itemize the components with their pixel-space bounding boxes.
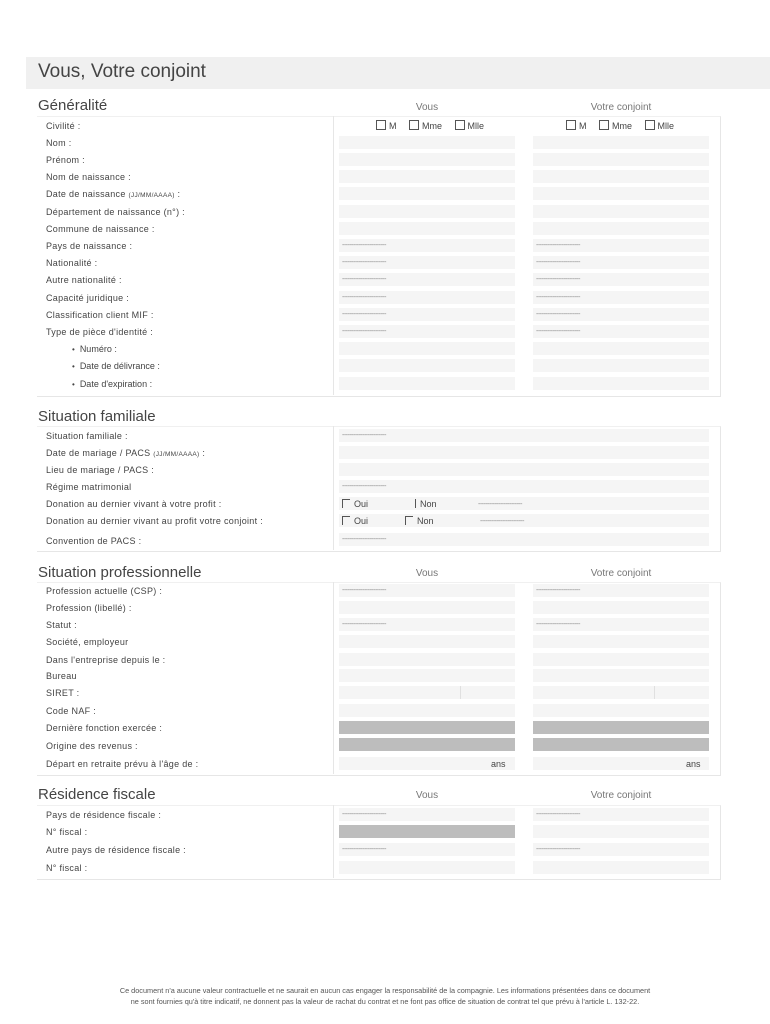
civilite-conjoint-m[interactable] bbox=[566, 121, 587, 131]
label-autre-pays-residence: Autre pays de résidence fiscale : bbox=[46, 845, 186, 855]
field-commune-conjoint[interactable] bbox=[533, 222, 709, 235]
field-depuis-vous[interactable] bbox=[339, 653, 515, 666]
label-civilite: Civilité : bbox=[46, 121, 81, 131]
checkbox-icon[interactable] bbox=[342, 516, 350, 525]
label-capacite: Capacité juridique : bbox=[46, 293, 130, 303]
label-convention-pacs: Convention de PACS : bbox=[46, 536, 142, 546]
checkbox-icon[interactable] bbox=[376, 120, 386, 130]
select-type-piece-vous[interactable] bbox=[339, 325, 515, 338]
select-profession-csp-vous[interactable] bbox=[339, 584, 515, 597]
select-placeholder: ------------------------ bbox=[342, 483, 386, 490]
select-placeholder: ------------------------ bbox=[342, 294, 386, 301]
select-situation-familiale[interactable] bbox=[339, 429, 709, 442]
civilite-vous-group bbox=[376, 120, 494, 131]
section-title-generalite: Généralité bbox=[38, 97, 108, 114]
column-header-conjoint: Votre conjoint bbox=[590, 102, 652, 113]
field-num-fiscal-vous bbox=[339, 825, 515, 838]
field-date-mariage[interactable] bbox=[339, 446, 709, 459]
field-naf-conjoint[interactable] bbox=[533, 704, 709, 717]
field-date-expiration-conjoint[interactable] bbox=[533, 377, 709, 390]
label-donation-vous: Donation au dernier vivant à votre profit : bbox=[46, 499, 222, 509]
field-societe-vous[interactable] bbox=[339, 635, 515, 648]
field-bureau-vous[interactable] bbox=[339, 669, 515, 682]
field-date-delivrance-vous[interactable] bbox=[339, 359, 515, 372]
label-date-mariage bbox=[46, 448, 205, 458]
select-type-piece-conjoint[interactable] bbox=[533, 325, 709, 338]
label-num-fiscal-2: N° fiscal : bbox=[46, 863, 88, 873]
select-statut-vous[interactable] bbox=[339, 618, 515, 631]
label-lieu-mariage: Lieu de mariage / PACS : bbox=[46, 465, 155, 475]
field-numero-conjoint[interactable] bbox=[533, 342, 709, 355]
label-num-fiscal: N° fiscal : bbox=[46, 827, 88, 837]
select-statut-conjoint[interactable] bbox=[533, 618, 709, 631]
checkbox-icon[interactable] bbox=[645, 120, 655, 130]
select-convention-pacs[interactable] bbox=[339, 533, 709, 546]
option-label: Mlle bbox=[467, 121, 485, 131]
label-profession-csp: Profession actuelle (CSP) : bbox=[46, 586, 163, 596]
civilite-vous-m[interactable] bbox=[376, 121, 397, 131]
label-societe: Société, employeur bbox=[46, 637, 129, 647]
select-placeholder: ------------------------ bbox=[342, 811, 386, 818]
label-text: Date de naissance bbox=[46, 189, 126, 199]
section-title-professionnelle: Situation professionnelle bbox=[38, 564, 202, 581]
select-pays-residence-conjoint[interactable] bbox=[533, 808, 709, 821]
select-placeholder: ------------------------ bbox=[536, 294, 580, 301]
donation-conjoint-non[interactable] bbox=[405, 516, 434, 526]
unit-ans-conjoint: ans bbox=[686, 759, 701, 769]
civilite-conjoint-group bbox=[566, 120, 684, 131]
field-nom-naissance-conjoint[interactable] bbox=[533, 170, 709, 183]
select-placeholder: ------------------------ bbox=[342, 536, 386, 543]
field-societe-conjoint[interactable] bbox=[533, 635, 709, 648]
field-date-expiration-vous[interactable] bbox=[339, 377, 515, 390]
label-situation-familiale: Situation familiale : bbox=[46, 431, 128, 441]
field-siret-conjoint[interactable] bbox=[533, 686, 709, 699]
label-depuis: Dans l'entreprise depuis le : bbox=[46, 655, 166, 665]
select-placeholder: ------------------------ bbox=[536, 242, 580, 249]
checkbox-icon[interactable] bbox=[599, 120, 609, 130]
field-num-fiscal-conjoint[interactable] bbox=[533, 825, 709, 838]
select-placeholder: ------------------------ bbox=[536, 328, 580, 335]
field-departement-vous[interactable] bbox=[339, 205, 515, 218]
donation-vous-row bbox=[339, 497, 709, 510]
label-nom-naissance: Nom de naissance : bbox=[46, 172, 131, 182]
column-header-vous: Vous bbox=[415, 790, 439, 801]
select-placeholder: ------------------------ bbox=[342, 328, 386, 335]
field-origine-revenus-conjoint bbox=[533, 738, 709, 751]
option-label: Mme bbox=[422, 121, 443, 131]
field-depuis-conjoint[interactable] bbox=[533, 653, 709, 666]
donation-conjoint-oui[interactable] bbox=[342, 516, 368, 526]
familiale-divider bbox=[333, 426, 334, 550]
select-nationalite-conjoint[interactable] bbox=[533, 256, 709, 269]
label-date-expiration: • Date d'expiration : bbox=[72, 379, 152, 389]
select-placeholder: ------------------------ bbox=[536, 259, 580, 266]
civilite-conjoint-mlle[interactable] bbox=[645, 121, 675, 131]
donation-conjoint-select[interactable]: ------------------------ bbox=[480, 518, 524, 525]
select-placeholder: ------------------------ bbox=[342, 242, 386, 249]
select-capacite-conjoint[interactable] bbox=[533, 291, 709, 304]
select-profession-csp-conjoint[interactable] bbox=[533, 584, 709, 597]
donation-conjoint-row bbox=[339, 514, 709, 527]
checkbox-icon[interactable] bbox=[415, 499, 416, 508]
select-pays-residence-vous[interactable] bbox=[339, 808, 515, 821]
select-placeholder: ------------------------ bbox=[536, 311, 580, 318]
field-date-naissance-conjoint[interactable] bbox=[533, 187, 709, 200]
donation-vous-oui[interactable] bbox=[342, 499, 368, 509]
label-departement: Département de naissance (n°) : bbox=[46, 207, 185, 217]
column-header-conjoint: Votre conjoint bbox=[590, 568, 652, 579]
field-naf-vous[interactable] bbox=[339, 704, 515, 717]
label-bureau: Bureau bbox=[46, 671, 77, 681]
field-derniere-fonction-vous bbox=[339, 721, 515, 734]
civilite-vous-mme[interactable] bbox=[409, 121, 442, 131]
label-pays-naissance: Pays de naissance : bbox=[46, 241, 133, 251]
siret-separator bbox=[654, 686, 655, 699]
footer-line-1: Ce document n'a aucune valeur contractuelle et ne saurait en aucun cas engager la responsabilité de la compagnie. Les informations présentées dans ce document bbox=[119, 986, 651, 995]
select-pays-naissance-conjoint[interactable] bbox=[533, 239, 709, 252]
select-nationalite-vous[interactable] bbox=[339, 256, 515, 269]
label-origine-revenus: Origine des revenus : bbox=[46, 741, 138, 751]
select-capacite-vous[interactable] bbox=[339, 291, 515, 304]
donation-vous-select[interactable]: ------------------------ bbox=[478, 501, 522, 508]
select-classification-vous[interactable] bbox=[339, 308, 515, 321]
label-pays-residence: Pays de résidence fiscale : bbox=[46, 810, 162, 820]
label-naf: Code NAF : bbox=[46, 706, 97, 716]
field-prenom-conjoint[interactable] bbox=[533, 153, 709, 166]
label-commune: Commune de naissance : bbox=[46, 224, 155, 234]
label-donation-conjoint: Donation au dernier vivant au profit votre conjoint : bbox=[46, 516, 264, 526]
page-title-bar bbox=[26, 57, 770, 89]
field-depart-retraite-conjoint[interactable] bbox=[533, 757, 709, 770]
select-regime[interactable] bbox=[339, 480, 709, 493]
date-format-hint: (JJ/MM/AAAA) bbox=[128, 192, 175, 199]
label-numero: • Numéro : bbox=[72, 344, 117, 354]
select-placeholder: ------------------------ bbox=[342, 276, 386, 283]
professionnelle-divider bbox=[333, 582, 334, 774]
label-date-naissance bbox=[46, 189, 180, 199]
select-placeholder: ------------------------ bbox=[342, 311, 386, 318]
label-type-piece: Type de pièce d'identité : bbox=[46, 327, 154, 337]
field-siret-vous[interactable] bbox=[339, 686, 515, 699]
field-date-naissance-vous[interactable] bbox=[339, 187, 515, 200]
select-placeholder: ------------------------ bbox=[342, 621, 386, 628]
field-num-fiscal-2-vous[interactable] bbox=[339, 861, 515, 874]
select-placeholder: ------------------------ bbox=[536, 811, 580, 818]
field-bureau-conjoint[interactable] bbox=[533, 669, 709, 682]
field-num-fiscal-2-conjoint[interactable] bbox=[533, 861, 709, 874]
select-classification-conjoint[interactable] bbox=[533, 308, 709, 321]
label-classification: Classification client MIF : bbox=[46, 310, 154, 320]
label-autre-nationalite: Autre nationalité : bbox=[46, 275, 122, 285]
option-label: Mme bbox=[612, 121, 633, 131]
option-label: M bbox=[389, 121, 397, 131]
label-date-delivrance: • Date de délivrance : bbox=[72, 361, 160, 371]
label-derniere-fonction: Dernière fonction exercée : bbox=[46, 723, 163, 733]
page-title: Vous, Votre conjoint bbox=[38, 61, 206, 82]
checkbox-icon[interactable] bbox=[405, 516, 413, 525]
label-statut: Statut : bbox=[46, 620, 77, 630]
checkbox-icon[interactable] bbox=[409, 120, 419, 130]
field-profession-libelle-vous[interactable] bbox=[339, 601, 515, 614]
label-nationalite: Nationalité : bbox=[46, 258, 98, 268]
option-label: Oui bbox=[354, 516, 369, 526]
select-placeholder: ------------------------ bbox=[342, 432, 386, 439]
select-placeholder: ------------------------ bbox=[342, 846, 386, 853]
label-nom: Nom : bbox=[46, 138, 72, 148]
field-nom-naissance-vous[interactable] bbox=[339, 170, 515, 183]
civilite-vous-mlle[interactable] bbox=[455, 121, 485, 131]
select-placeholder: ------------------------ bbox=[536, 276, 580, 283]
option-label: Non bbox=[417, 516, 434, 526]
option-label: Non bbox=[420, 499, 437, 509]
label-text: Date de mariage / PACS bbox=[46, 448, 151, 458]
select-autre-nationalite-conjoint[interactable] bbox=[533, 273, 709, 286]
field-nom-conjoint[interactable] bbox=[533, 136, 709, 149]
label-profession-libelle: Profession (libellé) : bbox=[46, 603, 132, 613]
label-regime: Régime matrimonial bbox=[46, 482, 132, 492]
select-placeholder: ------------------------ bbox=[342, 259, 386, 266]
label-colon: : bbox=[174, 189, 181, 199]
field-derniere-fonction-conjoint bbox=[533, 721, 709, 734]
field-profession-libelle-conjoint[interactable] bbox=[533, 601, 709, 614]
checkbox-icon[interactable] bbox=[566, 120, 576, 130]
generalite-divider bbox=[333, 116, 334, 395]
field-origine-revenus-vous bbox=[339, 738, 515, 751]
column-header-vous: Vous bbox=[415, 568, 439, 579]
option-label: Mlle bbox=[657, 121, 675, 131]
field-departement-conjoint[interactable] bbox=[533, 205, 709, 218]
section-title-fiscale: Résidence fiscale bbox=[38, 786, 156, 803]
select-pays-naissance-vous[interactable] bbox=[339, 239, 515, 252]
field-lieu-mariage[interactable] bbox=[339, 463, 709, 476]
select-placeholder: ------------------------ bbox=[536, 621, 580, 628]
label-colon: : bbox=[199, 448, 206, 458]
date-format-hint: (JJ/MM/AAAA) bbox=[153, 451, 200, 458]
section-title-familiale: Situation familiale bbox=[38, 408, 156, 425]
label-depart-retraite: Départ en retraite prévu à l'âge de : bbox=[46, 759, 199, 769]
siret-separator bbox=[460, 686, 461, 699]
column-header-conjoint: Votre conjoint bbox=[590, 790, 652, 801]
donation-vous-non[interactable] bbox=[415, 499, 437, 509]
unit-ans-vous: ans bbox=[491, 759, 506, 769]
civilite-conjoint-mme[interactable] bbox=[599, 121, 632, 131]
footer-disclaimer bbox=[40, 985, 730, 1007]
checkbox-icon[interactable] bbox=[455, 120, 465, 130]
select-autre-nationalite-vous[interactable] bbox=[339, 273, 515, 286]
label-prenom: Prénom : bbox=[46, 155, 85, 165]
field-commune-vous[interactable] bbox=[339, 222, 515, 235]
column-header-vous: Vous bbox=[415, 102, 439, 113]
footer-line-2: ne sont fournies qu'à titre indicatif, ne donnent pas la valeur de rachat du contrat et ne font pas office de situation de contrat tel que prévu à l'article L. 132-22. bbox=[130, 997, 640, 1006]
field-numero-vous[interactable] bbox=[339, 342, 515, 355]
option-label: M bbox=[579, 121, 587, 131]
field-depart-retraite-vous[interactable] bbox=[339, 757, 515, 770]
field-nom-vous[interactable] bbox=[339, 136, 515, 149]
option-label: Oui bbox=[354, 499, 369, 509]
field-prenom-vous[interactable] bbox=[339, 153, 515, 166]
select-placeholder: ------------------------ bbox=[536, 587, 580, 594]
label-siret: SIRET : bbox=[46, 688, 80, 698]
fiscale-divider bbox=[333, 805, 334, 878]
checkbox-icon[interactable] bbox=[342, 499, 350, 508]
select-autre-pays-conjoint[interactable] bbox=[533, 843, 709, 856]
select-autre-pays-vous[interactable] bbox=[339, 843, 515, 856]
field-date-delivrance-conjoint[interactable] bbox=[533, 359, 709, 372]
select-placeholder: ------------------------ bbox=[342, 587, 386, 594]
select-placeholder: ------------------------ bbox=[536, 846, 580, 853]
